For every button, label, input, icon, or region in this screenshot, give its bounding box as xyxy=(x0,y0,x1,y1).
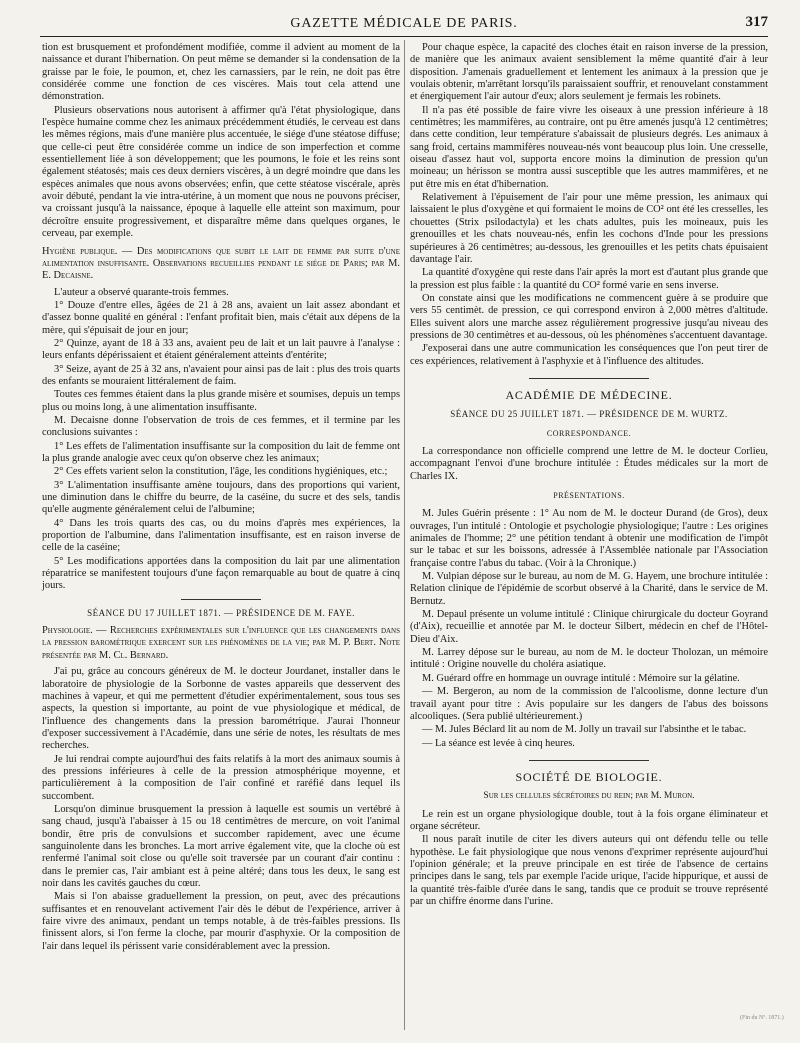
paragraph: J'exposerai dans une autre communication les conséquences que l'on peut tirer de ces expériences, relativement à l'asphyxie et à l'influence des altitudes. xyxy=(410,343,768,367)
paragraph: Toutes ces femmes étaient dans la plus grande misère et soumises, depuis un temps plus ou moins long, à une alimentation insuffisante. xyxy=(42,389,400,413)
paragraph: M. Guérard offre en hommage un ouvrage intitulé : Mémoire sur la gélatine. xyxy=(422,672,740,684)
section-rule xyxy=(529,378,649,379)
paragraph: tion est brusquement et profondément modifiée, comme il advient au moment de la naissance et durant l'hibernation. On peut même se demander si la condensation de la graisse par le foie, le poumon, et, chez les carnassiers, par le rein, ne doit pas être considérée comme une fonction de ces viscères. Mais tout cela attend une démonstration. xyxy=(42,42,400,103)
paragraph: Plusieurs observations nous autorisent à affirmer qu'à l'état physiologique, dans l'espèce humaine comme chez les animaux précédemment étudiés, le cerveau est dans les mêmes régions, mais d'une manière plus accentuée, le siége d'une stéatose diffuse; que celle-ci peut être considérée comme un indice de son imperfection et comme essentiellement liée à son développement; que les poumons, le foie et les reins sont également stéatosés; mais ces deux derniers viscères, à un degré moindre que dans les espèces animales que nous avons observées; enfin, que cette stéatose viscérale, après avoir débuté, pendant la vie intra-utérine, à un moment que nous ne pouvons préciser, va croissant jusqu'à la naissance, époque à laquelle elle atteint son maximum, pour décroître ensuite progressivement, et disparaître même dans quelques organes, le cerveau, par exemple. xyxy=(42,104,400,240)
seance-heading: SÉANCE DU 25 JUILLET 1871. — PRÉSIDENCE DE M. WURTZ. xyxy=(450,409,728,420)
paragraph: Relativement à l'épuisement de l'air pour une même pression, les animaux qui laissaient le plus d'oxygène et qui formaient le moins de CO² ont été les cresselles, les chouettes (Strix psilodactyla) et les chats adultes, puis les moineaux, puis les grenouilles et les chats nouveau-nés, enfin les cochons d'Inde pour les pressions supérieures à 26 centimètres; au-dessous, les grenouilles et les petits chats épuisaient davantage l'air. xyxy=(410,192,768,265)
page-header xyxy=(40,14,768,37)
paragraph: Mais si l'on abaisse graduellement la pression, on peut, avec des précautions suffisantes et en renouvelant activement l'air dès le début de l'expérience, arriver à faire vivre des animaux, pendant un temps notable, à de très-faibles pressions. Ils finissent alors, si l'on ferme la cloche, par mourir d'asphyxie. Or la composition de l'air dans lequel ils périssent varie considérablement avec la pression. xyxy=(42,891,400,952)
paragraph: On constate ainsi que les modifications ne commencent guère à se produire que vers 55 centimèt. de pression, ce qui correspond environ à 2,000 mètres d'altitude. Elles suivent alors une marche assez régulièrement progressive jusqu'au niveau des pressions de 30 centimètres et au-dessous, où les phénomènes s'accentuent davantage. xyxy=(410,292,768,341)
paragraph: Lorsqu'on diminue brusquement la pression à laquelle est soumis un vertébré à sang chaud, jusqu'à l'abaisser à 15 ou 18 centimètres de mercure, on voit l'animal bondir, être pris de convulsions et succomber rapidement, avec une écume sanguinolente dans les bronches. La mort arrive également vite, que la cloche où est renfermé l'animal soit close ou qu'elle soit traversée par un courant d'air continu : dans le premier cas, l'air ambiant est à peine altéré; dans tous les deux, le sang est noir dans les cavités gauches du cœur. xyxy=(42,803,400,889)
paragraph: 2° Ces effets varient selon la constitution, l'âge, les conditions hygiéniques, etc.; xyxy=(54,466,388,478)
societe-heading: SOCIÉTÉ DE BIOLOGIE. xyxy=(515,769,663,784)
paragraph: Le rein est un organe physiologique double, tout à la fois organe éliminateur et organe sécréteur. xyxy=(410,808,768,832)
section-rule xyxy=(181,599,261,600)
paragraph: Il nous paraît inutile de citer les divers auteurs qui ont défendu telle ou telle hypothèse. Le fait physiologique que nous venons d'exprimer représente aujourd'hui l'opinion générale; et la preuve principale en est tirée de l'absence de certains principes dans le sang, tels par exemple l'acide urique, l'acide hippurique, et aussi de la quantité très-faible d'urée dans le sang, tandis que ce produit se trouve représenté par un chiffre énorme dans l'urine. xyxy=(410,834,768,907)
paragraph: 1° Les effets de l'alimentation insuffisante sur la composition du lait de femme ont la plus grande analogie avec ceux qu'on observe chez les animaux; xyxy=(42,440,400,464)
article-heading-physiologie: Physiologie. — Recherches expérimentales sur l'influence que les changements dans la pression barométrique exercent sur les phénomènes de la vie; par M. P. Bert. Note présentée par M. Cl. Bernard. xyxy=(42,625,400,661)
paragraph: 1° Douze d'entre elles, âgées de 21 à 28 ans, avaient un lait assez abondant et d'assez bonne qualité en général : l'enfant profitait bien, mais c'était aux dépens de la mère, qui s'épuisait de jour en jour; xyxy=(42,299,400,336)
paragraph: M. Decaisne donne l'observation de trois de ces femmes, et il termine par les conclusions suivantes : xyxy=(42,414,400,439)
presentations-heading: PRÉSENTATIONS. xyxy=(553,491,625,500)
paragraph: M. Jules Guérin présente : 1° Au nom de M. le docteur Durand (de Gros), deux ouvrages, l'un intitulé : Ontologie et psychologie physiologique; l'autre : Les origines animales de l'homme; 2° une pétition tendant à obtenir une modification de l'impôt sur le tabac et sur les boissons, adressée à l'Assemblée nationale par l'Association française contre l'abus du tabac. (Voir à la Chronique.) xyxy=(410,508,768,569)
margin-note: (Fin du Nº. 1871.) xyxy=(740,1015,784,1021)
paragraph: Je lui rendrai compte aujourd'hui des faits relatifs à la mort des animaux soumis à des pressions inférieures à celle de la pression atmosphérique moyenne, et particulièrement à la composition de l'air confiné et raréfié dans lequel ils succombent. xyxy=(42,753,400,802)
paragraph: M. Larrey dépose sur le bureau, au nom de M. le docteur Tholozan, un mémoire intitulé : Origine nouvelle du choléra asiatique. xyxy=(410,647,768,671)
paragraph: 3° Seize, ayant de 25 à 32 ans, n'avaient pour ainsi pas de lait : plus des trois quarts des enfants se mouraient littéralement de faim. xyxy=(42,363,400,387)
paragraph: L'auteur a observé quarante-trois femmes. xyxy=(54,286,229,298)
paragraph: J'ai pu, grâce au concours généreux de M. le docteur Jourdanet, installer dans le laboratoire de physiologie de la Sorbonne de vastes appareils que desservent des machines à vapeur, et qui me permettent d'étudier expérimentalement, sous tous ses aspects, la question si importante, au point de vue physiologique et médical, de l'influence des changements dans la pression barométrique. J'aurai l'honneur d'exposer successivement à l'Académie, dans une série de notes, les résultats de mes recherches. xyxy=(42,666,400,752)
journal-title: GAZETTE MÉDICALE DE PARIS. xyxy=(290,16,518,31)
paragraph: — M. Bergeron, au nom de la commission de l'alcoolisme, donne lecture d'un travail ayant pour titre : Avis populaire sur les dangers de l'abus des boissons alcooliques. (Sera publié ultérieurement.) xyxy=(410,686,768,722)
column-divider xyxy=(404,40,405,1030)
paragraph: La quantité d'oxygène qui reste dans l'air après la mort est d'autant plus grande que la pression est plus faible : la quantité du CO² formé varie en sens inverse. xyxy=(410,267,768,291)
article-heading-muron: Sur les cellules sécrétoires du rein; par M. Muron. xyxy=(483,791,695,802)
seance-heading: SÉANCE DU 17 JUILLET 1871. — PRÉSIDENCE DE M. FAYE. xyxy=(87,607,355,618)
paragraph: M. Depaul présente un volume intitulé : Clinique chirurgicale du docteur Goyrand (d'Aix), recueillie et annotée par M. le docteur Silbert, médecin en chef de l'Hôtel-Dieu d'Aix. xyxy=(410,609,768,645)
paragraph: Il n'a pas été possible de faire vivre les oiseaux à une pression inférieure à 18 centimètres; les mammifères, au contraire, ont pu être amenés jusqu'à 12 centimètres; dans cette condition, leur température s'abaissait de plusieurs degrés. Les animaux à sang froid, certains mammifères nouveau-nés vont beaucoup plus loin. Une cresselle, oiseau d'assez haut vol, supporta encore moins la diminution de pression qu'un moineau; un hérisson se montra aussi susceptible que les autres mammifères, et ne put être mis en état d'hibernation. xyxy=(410,104,768,190)
paragraph: M. Vulpian dépose sur le bureau, au nom de M. G. Hayem, une brochure intitulée : Relation clinique de l'épidémie de scorbut observé à la Charité, dans le service de M. Bernutz. xyxy=(410,571,768,607)
article-heading-hygiene: Hygiène publique. — Des modifications que subit le lait de femme par suite d'une alimentation insuffisante. Observations recueillies pendant le siége de Paris; par M. E. Decaisne. xyxy=(42,245,400,282)
paragraph: 4° Dans les trois quarts des cas, ou du moins d'après mes expériences, la proportion de l'albumine, dans l'alimentation insuffisante, est en raison inverse de celle de la caséine; xyxy=(42,517,400,554)
paragraph: 3° L'alimentation insuffisante amène toujours, dans des proportions qui varient, une diminution dans le chiffre du beurre, de la caséine, du sucre et des sels, tandis qu'elle augmente généralement celui de l'albumine; xyxy=(42,479,400,516)
left-column xyxy=(42,42,400,954)
section-rule xyxy=(529,760,649,761)
right-column xyxy=(410,42,768,909)
paragraph: La correspondance non officielle comprend une lettre de M. le docteur Corlieu, accompagnant l'envoi d'une brochure intitulée : Études médicales sur la mort de Charles IX. xyxy=(410,445,768,482)
academie-heading: ACADÉMIE DE MÉDECINE. xyxy=(505,387,673,402)
paragraph: Pour chaque espèce, la capacité des cloches était en raison inverse de la pression, de manière que les animaux avaient sensiblement la même quantité d'air à leur disposition. J'amenais graduellement et lentement les animaux à la pression que je voulais obtenir, m'arrêtant lorsqu'ils paraissaient souffrir, et renouvelant constamment et énergiquement l'air autour d'eux; alors seulement je fermais les robinets. xyxy=(410,42,768,103)
paragraph: — La séance est levée à cinq heures. xyxy=(422,737,575,749)
paragraph: 5° Les modifications apportées dans la composition du lait par une alimentation réparatrice se manifestent toujours d'une façon remarquable au bout de quatre à cinq jours. xyxy=(42,555,400,592)
correspondance-heading: CORRESPONDANCE. xyxy=(546,428,632,438)
page-number: 317 xyxy=(745,14,768,30)
paragraph: — M. Jules Béclard lit au nom de M. Jolly un travail sur l'absinthe et le tabac. xyxy=(422,724,747,736)
paragraph: 2° Quinze, ayant de 18 à 33 ans, avaient peu de lait et un lait pauvre à l'analyse : leurs enfants dépérissaient et étaient généralement atteints d'entérite; xyxy=(42,337,400,362)
